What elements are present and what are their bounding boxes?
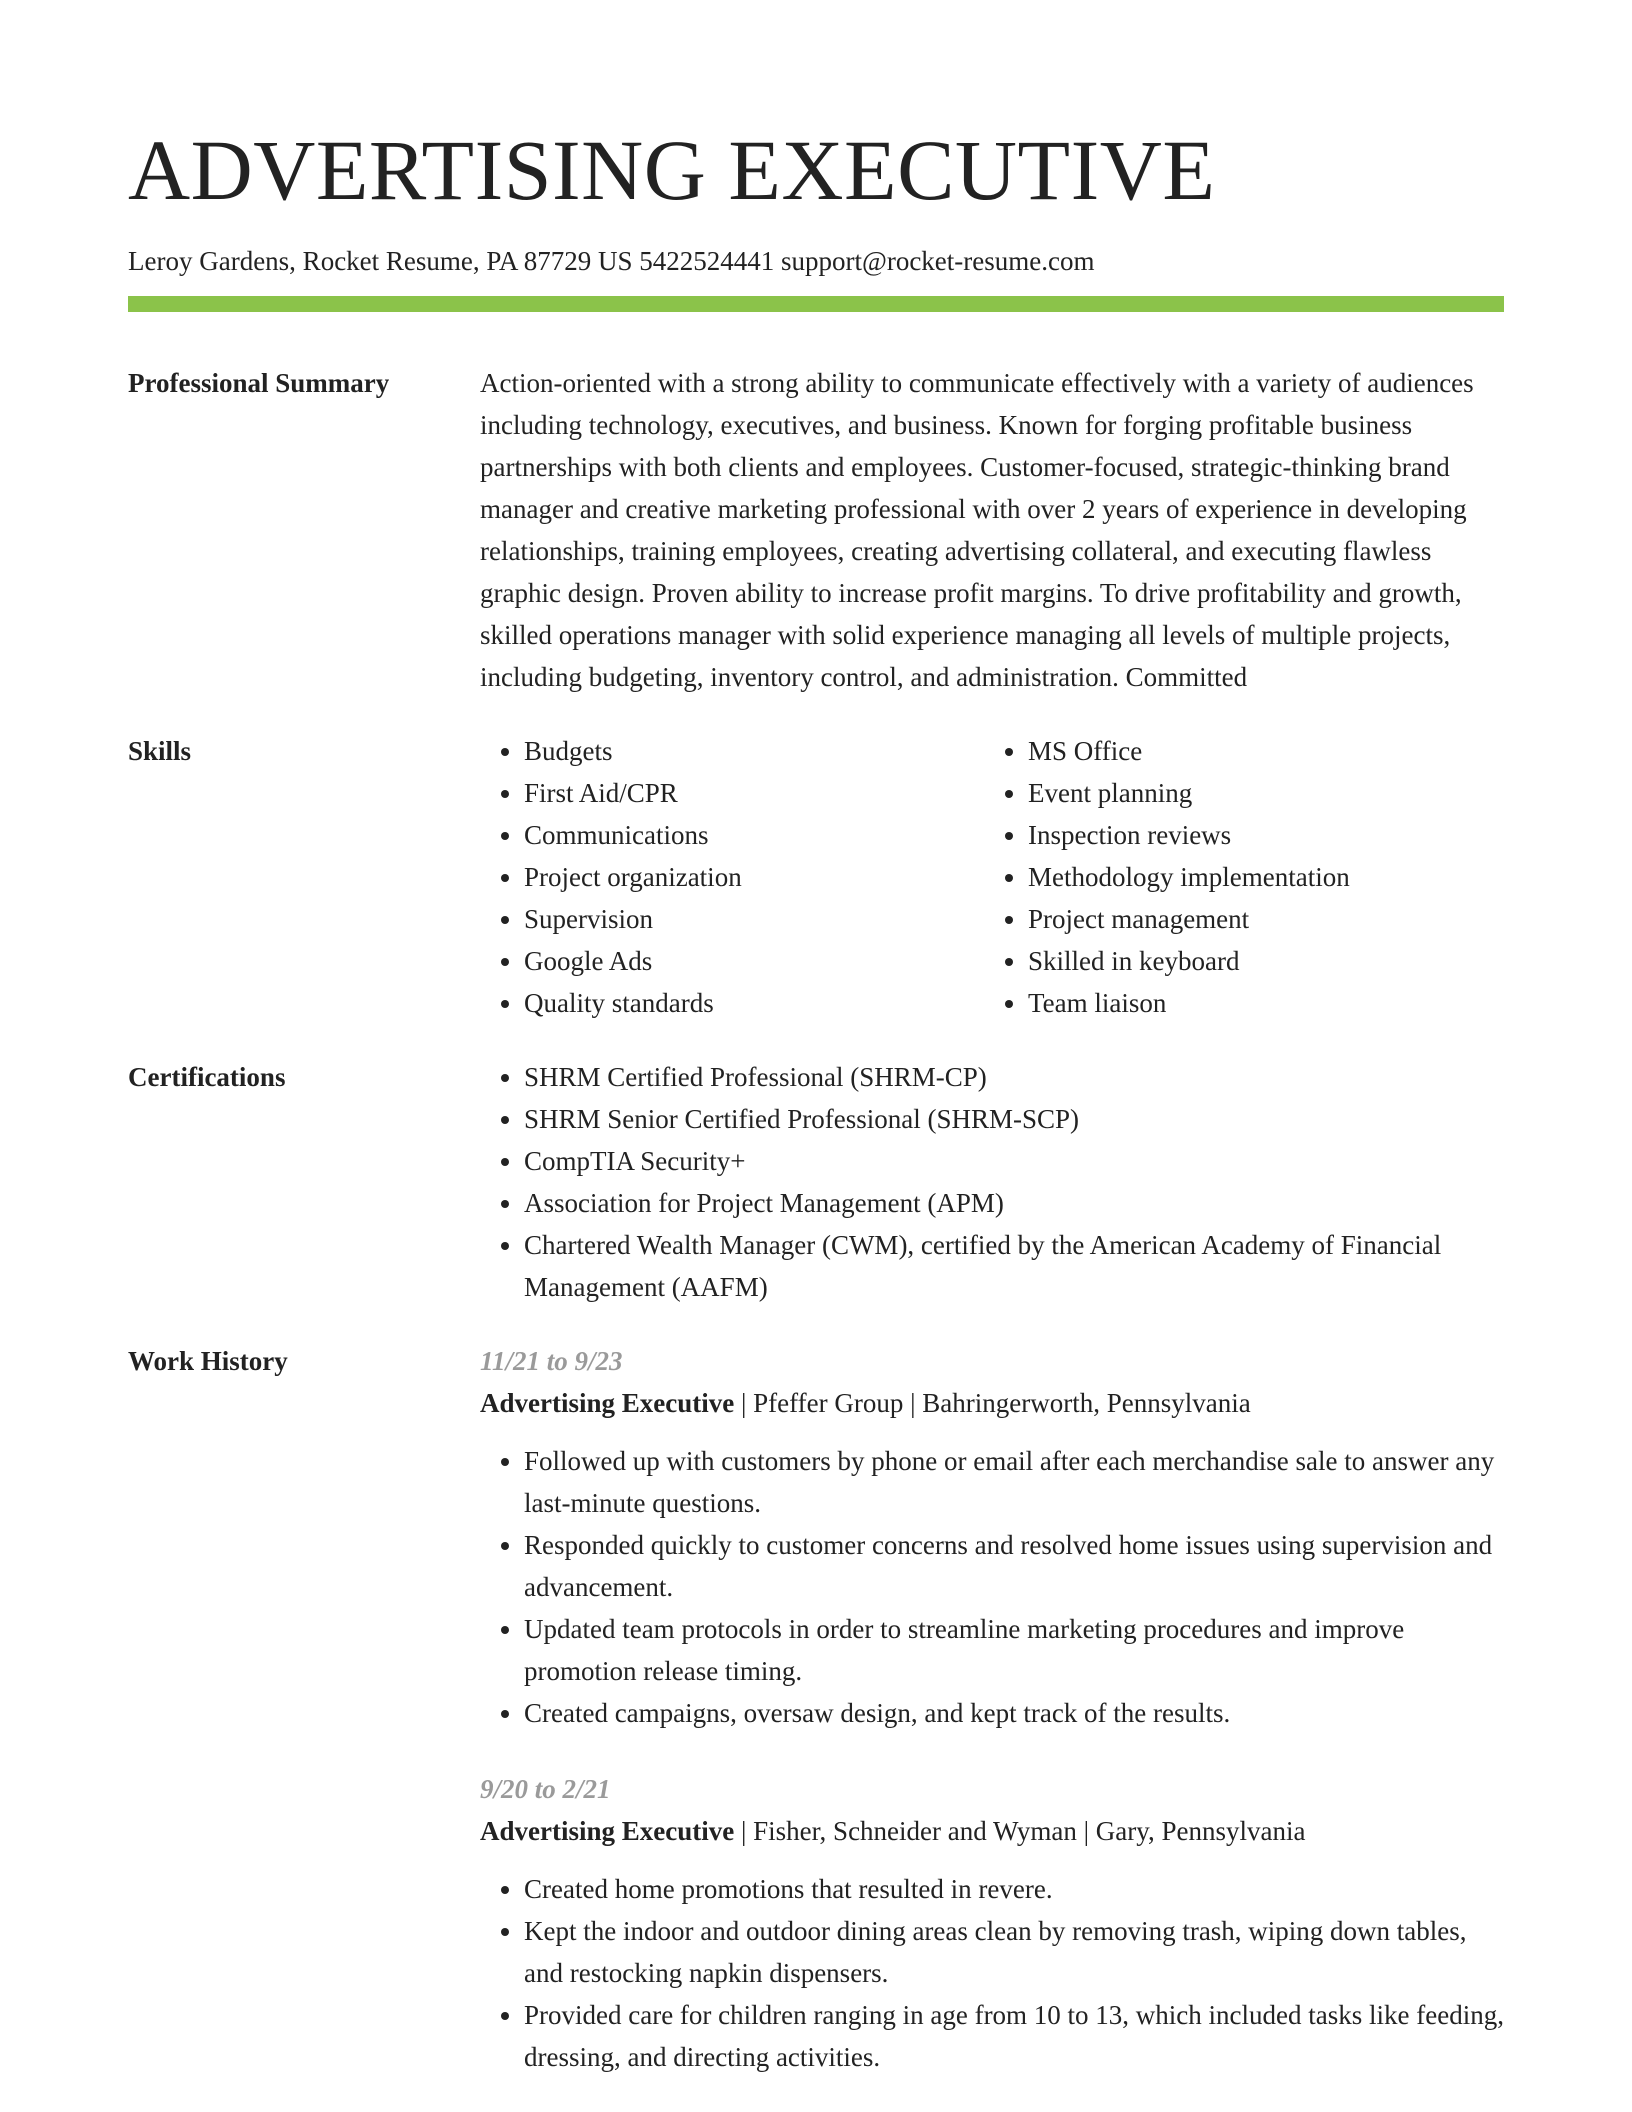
skill-item: • Event planning bbox=[1028, 772, 1350, 814]
section-label: Certifications bbox=[128, 1062, 286, 1092]
certification-item: • SHRM Senior Certified Professional (SHRM-SCP) bbox=[524, 1098, 1504, 1140]
job-bullet: • Followed up with customers by phone or email after each merchandise sale to answer any last-minute questions. bbox=[524, 1440, 1504, 1524]
contact-info: Leroy Gardens, Rocket Resume, PA 87729 US 5422524441 support@rocket-resume.com bbox=[128, 246, 1095, 276]
job-bullet: • Responded quickly to customer concerns and resolved home issues using supervision and advancement. bbox=[524, 1524, 1504, 1608]
certification-item: • Chartered Wealth Manager (CWM), certified by the American Academy of Financial Management (AAFM) bbox=[524, 1224, 1504, 1308]
skill-item: • Team liaison bbox=[1028, 982, 1350, 1024]
section-label: Work History bbox=[128, 1346, 288, 1376]
certification-item: • CompTIA Security+ bbox=[524, 1140, 1504, 1182]
work-history-section bbox=[128, 1340, 1504, 2078]
skill-item: • Inspection reviews bbox=[1028, 814, 1350, 856]
job-entry bbox=[480, 1340, 1504, 1734]
job-details: | Fisher, Schneider and Wyman | Gary, Pennsylvania bbox=[734, 1816, 1306, 1846]
job-bullet: • Created campaigns, oversaw design, and kept track of the results. bbox=[524, 1692, 1504, 1734]
skill-item: • Project management bbox=[1028, 898, 1350, 940]
summary-text: Action-oriented with a strong ability to communicate effectively with a variety of audiences including technology, executives, and business. Known for forging profitable business partnerships with both clients and employees. Customer-focused, strategic-thinking brand manager and creative marketing professional with over 2 years of experience in developing relationships, training employees, creating advertising collateral, and executing flawless graphic design. Proven ability to increase profit margins. To drive profitability and growth, skilled operations manager with solid experience managing all levels of multiple projects, including budgeting, inventory control, and administration. Committed bbox=[480, 368, 1474, 692]
skill-item: • Project organization bbox=[524, 856, 984, 898]
resume-title: ADVERTISING EXECUTIVE bbox=[128, 122, 1216, 218]
job-bullet: • Updated team protocols in order to streamline marketing procedures and improve promotion release timing. bbox=[524, 1608, 1504, 1692]
job-title: Advertising Executive bbox=[480, 1388, 735, 1418]
skill-item: • Supervision bbox=[524, 898, 984, 940]
section-label: Professional Summary bbox=[128, 368, 390, 398]
job-entry bbox=[480, 1768, 1504, 2078]
resume-page bbox=[128, 0, 1504, 2078]
skills-columns bbox=[480, 730, 1504, 1024]
job-bullet: • Kept the indoor and outdoor dining areas clean by removing trash, wiping down tables, and restocking napkin dispensers. bbox=[524, 1910, 1504, 1994]
certifications-section bbox=[128, 1056, 1504, 1308]
job-bullet: • Provided care for children ranging in age from 10 to 13, which included tasks like feeding, dressing, and directing activities. bbox=[524, 1994, 1504, 2078]
job-dates: 11/21 to 9/23 bbox=[480, 1346, 623, 1376]
skill-item: • Skilled in keyboard bbox=[1028, 940, 1350, 982]
skill-item: • Methodology implementation bbox=[1028, 856, 1350, 898]
skill-item: • First Aid/CPR bbox=[524, 772, 984, 814]
skills-list-left bbox=[480, 730, 984, 1024]
section-label: Skills bbox=[128, 736, 192, 766]
job-bullet: • Created home promotions that resulted in revere. bbox=[524, 1868, 1504, 1910]
certification-item: • SHRM Certified Professional (SHRM-CP) bbox=[524, 1056, 1504, 1098]
skills-list-right bbox=[984, 730, 1350, 1024]
job-bullets bbox=[480, 1868, 1504, 2078]
skill-item: • Communications bbox=[524, 814, 984, 856]
certifications-list bbox=[480, 1056, 1504, 1308]
job-heading bbox=[480, 1810, 1504, 1852]
accent-divider bbox=[128, 296, 1504, 312]
skill-item: • MS Office bbox=[1028, 730, 1350, 772]
skills-section bbox=[128, 730, 1504, 1024]
job-details: | Pfeffer Group | Bahringerworth, Pennsylvania bbox=[734, 1388, 1251, 1418]
skill-item: • Quality standards bbox=[524, 982, 984, 1024]
work-history-body bbox=[480, 1340, 1504, 2078]
job-title: Advertising Executive bbox=[480, 1816, 735, 1846]
professional-summary-section bbox=[128, 362, 1504, 698]
certification-item: • Association for Project Management (APM) bbox=[524, 1182, 1504, 1224]
job-bullets bbox=[480, 1440, 1504, 1734]
skill-item: • Google Ads bbox=[524, 940, 984, 982]
certifications-body bbox=[480, 1056, 1504, 1308]
skill-item: • Budgets bbox=[524, 730, 984, 772]
job-dates: 9/20 to 2/21 bbox=[480, 1774, 611, 1804]
job-heading bbox=[480, 1382, 1504, 1424]
